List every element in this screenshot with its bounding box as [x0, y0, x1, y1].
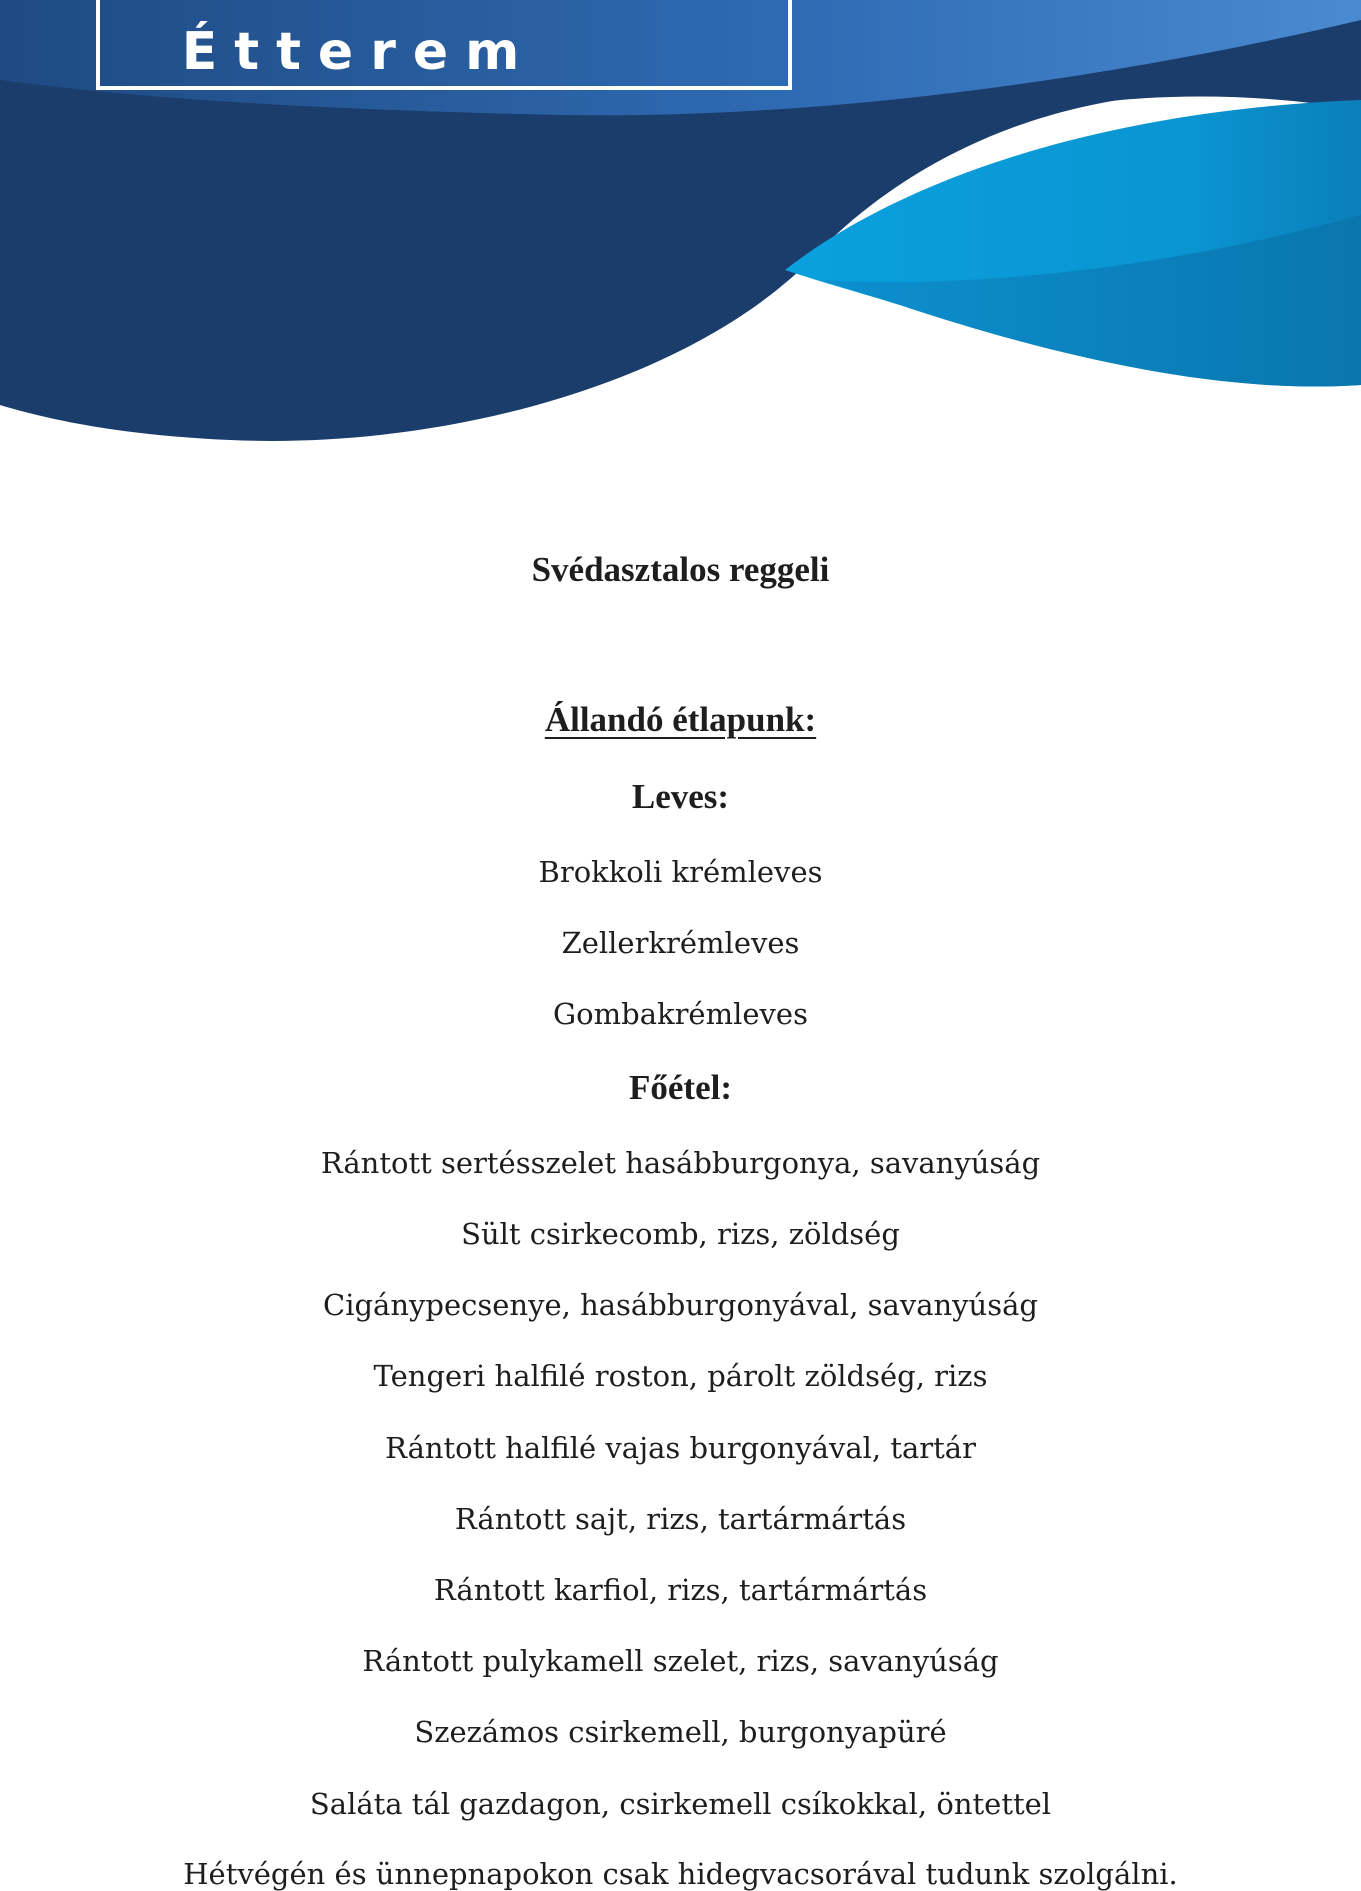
- soup-heading: Leves:: [631, 777, 730, 816]
- main-item: Rántott sertésszelet hasábburgonya, savanyúság: [320, 1146, 1041, 1180]
- main-item: Tengeri halfilé roston, párolt zöldség, rizs: [373, 1359, 988, 1393]
- soup-item: Zellerkrémleves: [561, 926, 800, 960]
- weekend-note: Hétvégén és ünnepnapokon csak hidegvacsorával tudunk szolgálni.: [183, 1857, 1178, 1891]
- main-item: Rántott karfiol, rizs, tartármártás: [433, 1573, 928, 1607]
- main-item: Rántott halfilé vajas burgonyával, tartár: [385, 1431, 976, 1465]
- header-title: Étterem: [181, 22, 537, 82]
- main-item: Saláta tál gazdagon, csirkemell csíkokkal, öntettel: [309, 1787, 1052, 1821]
- breakfast-title: Svédasztalos reggeli: [531, 550, 830, 589]
- menu-title: Állandó étlapunk:: [544, 700, 817, 739]
- main-heading: Főétel:: [629, 1068, 732, 1107]
- main-item: Cigánypecsenye, hasábburgonyával, savanyúság: [323, 1288, 1038, 1322]
- soup-item: Brokkoli krémleves: [538, 855, 823, 889]
- main-item: Rántott sajt, rizs, tartármártás: [454, 1502, 907, 1536]
- main-item: Sült csirkecomb, rizs, zöldség: [461, 1217, 900, 1251]
- main-item: Szezámos csirkemell, burgonyapüré: [414, 1715, 947, 1749]
- header-title-box: [96, 0, 792, 90]
- main-item: Rántott pulykamell szelet, rizs, savanyúság: [362, 1644, 999, 1678]
- soup-item: Gombakrémleves: [553, 997, 808, 1031]
